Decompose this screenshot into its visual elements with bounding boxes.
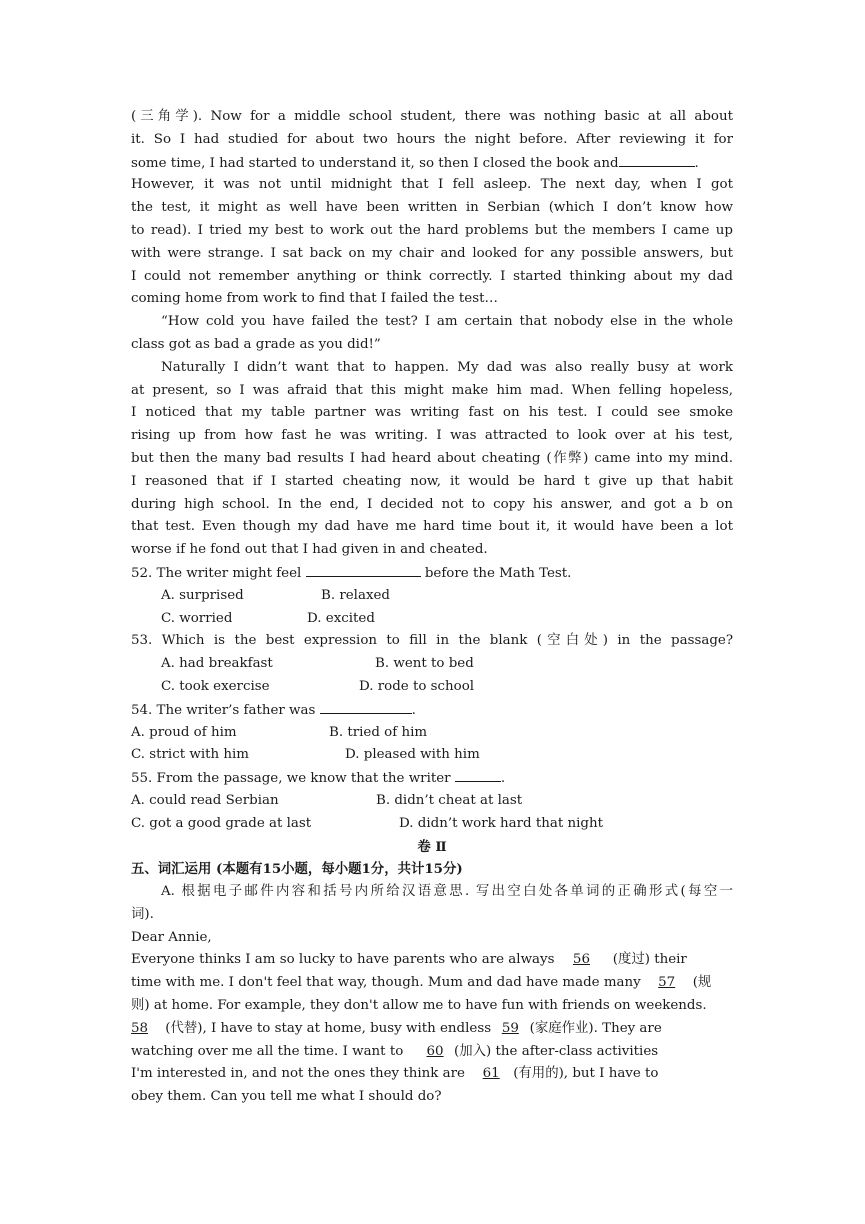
option-d: D. excited — [307, 610, 375, 626]
option-a: A. had breakfast — [161, 656, 273, 672]
question-stem: 54. The writer’s father was . — [131, 699, 733, 722]
instruction: 词). — [131, 906, 154, 922]
question-52 — [131, 562, 733, 630]
email-line: I'm interested in, and not the ones they think are 61 (有用的), but I have to — [131, 1063, 733, 1086]
passage-line: with were strange. I sat back on my chair and looked for any possible answers, but — [131, 245, 733, 261]
section-two — [131, 836, 733, 1110]
passage-line: to read). I tried my best to work out the hard problems but the members I came up — [131, 222, 733, 238]
blank-60: 60 — [426, 1043, 444, 1059]
passage-line: class got as bad a grade as you did!” — [131, 336, 381, 352]
option-c: C. worried — [161, 610, 233, 626]
question-stem: 53. Which is the best expression to fill in the blank (空白处) in the passage? — [131, 633, 733, 649]
passage-line: I could not remember anything or think correctly. I started thinking about my dad — [131, 268, 733, 284]
passage-line: the test, it might as well have been written in Serbian (which I don’t know how — [131, 200, 733, 216]
passage-line: I noticed that my table partner was writing fast on his test. I could see smoke — [131, 405, 733, 421]
passage-line: but then the many bad results I had heard about cheating (作弊) came into my mind. — [131, 450, 733, 466]
blank-57: 57 — [658, 975, 676, 991]
question-55 — [131, 767, 733, 835]
option-b: B. went to bed — [375, 656, 474, 672]
option-c: C. got a good grade at last — [131, 815, 312, 831]
question-53 — [131, 630, 733, 698]
email-line: Everyone thinks I am so lucky to have parents who are always 56 (度过) their — [131, 949, 733, 972]
passage-line: that test. Even though my dad have me hard time bout it, it would have been a lot — [131, 519, 733, 535]
passage-line: (三角学). Now for a middle school student, there was nothing basic at all about — [131, 109, 733, 124]
question-stem: 52. The writer might feel before the Math Test. — [131, 562, 733, 585]
blank-61: 61 — [482, 1066, 500, 1082]
passage-line: some time, I had started to understand it, so then I closed the book and . — [131, 152, 733, 175]
reading-passage — [131, 106, 733, 562]
document-page — [131, 106, 733, 1109]
blank-58: 58 — [131, 1020, 149, 1036]
option-c: C. strict with him — [131, 747, 249, 763]
option-d: D. pleased with him — [345, 747, 480, 763]
option-a: A. surprised — [161, 587, 244, 603]
email-line: 则) at home. For example, they don't allow me to have fun with friends on weekends. — [131, 998, 707, 1014]
passage-line: it. So I had studied for about two hours the night before. After reviewing it for — [131, 131, 733, 147]
passage-line: at present, so I was afraid that this might make him mad. When felling hopeless, — [131, 382, 733, 398]
email-line: obey them. Can you tell me what I should do? — [131, 1089, 442, 1105]
email-line: watching over me all the time. I want to 60 (加入) the after-class activities — [131, 1041, 733, 1064]
instruction: A. 根据电子邮件内容和括号内所给汉语意思. 写出空白处各单词的正确形式(每空一 — [161, 884, 733, 900]
email-line: 58 (代替), I have to stay at home, busy with endless 59 (家庭作业). They are — [131, 1018, 733, 1041]
option-c: C. took exercise — [161, 678, 270, 694]
blank-59: 59 — [501, 1020, 519, 1036]
question-54 — [131, 699, 733, 767]
passage-line: “How cold you have failed the test? I am certain that nobody else in the whole — [161, 314, 733, 330]
option-d: D. rode to school — [359, 678, 475, 694]
section-heading: 五、词汇运用 (本题有15小题，每小题1分，共计15分) — [131, 861, 463, 878]
option-a: A. could read Serbian — [131, 792, 279, 808]
email-greeting: Dear Annie, — [131, 929, 212, 945]
answer-blank — [306, 562, 421, 577]
passage-line: rising up from how fast he was writing. I was attracted to look over at his test, — [131, 428, 733, 444]
passage-line: However, it was not until midnight that I fell asleep. The next day, when I got — [131, 177, 733, 193]
answer-blank — [320, 699, 412, 714]
option-b: B. didn’t cheat at last — [376, 792, 523, 808]
passage-line: I reasoned that if I started cheating now, it would be hard t give up that habit — [131, 473, 733, 489]
email-line: time with me. I don't feel that way, though. Mum and dad have made many 57 (规 — [131, 972, 733, 995]
passage-line: Naturally I didn’t want that to happen. My dad was also really busy at work — [161, 359, 733, 375]
section-title: 卷 Ⅱ — [417, 838, 447, 855]
answer-blank — [455, 767, 501, 782]
answer-blank — [619, 152, 695, 167]
passage-line: during high school. In the end, I decided not to copy his answer, and got a b on — [131, 496, 733, 512]
option-b: B. relaxed — [321, 587, 390, 603]
option-b: B. tried of him — [329, 724, 428, 740]
passage-line: worse if he fond out that I had given in and cheated. — [131, 542, 488, 558]
blank-56: 56 — [572, 952, 590, 968]
option-a: A. proud of him — [131, 724, 237, 740]
question-stem: 55. From the passage, we know that the writer . — [131, 767, 733, 790]
option-d: D. didn’t work hard that night — [399, 815, 603, 831]
passage-line: coming home from work to find that I failed the test… — [131, 291, 498, 307]
